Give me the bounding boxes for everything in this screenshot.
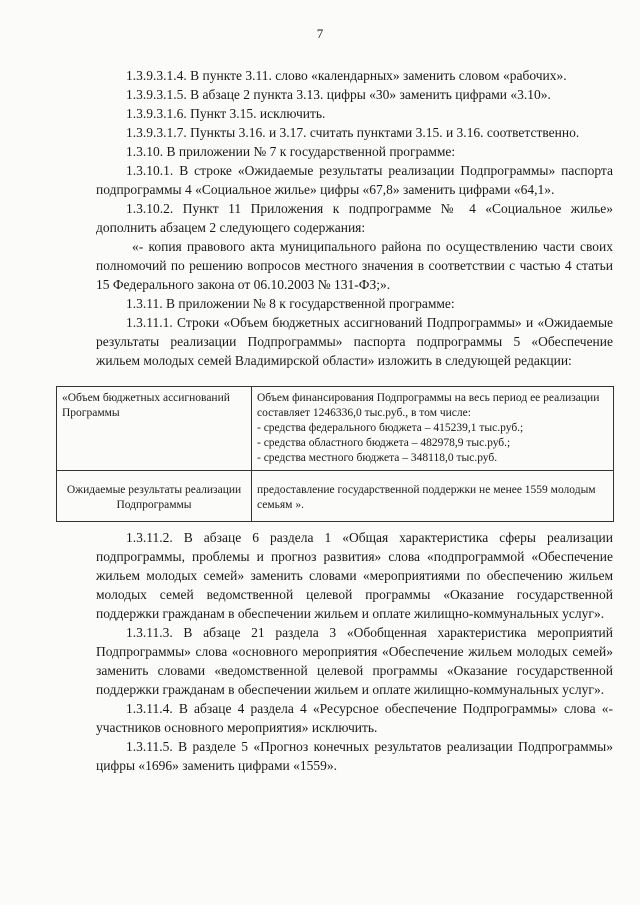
paragraph-1-3-11-5: 1.3.11.5. В разделе 5 «Прогноз конечных результатов реализации Подпрограммы» цифры «1696» заменить цифрами «1559».	[96, 739, 613, 773]
paragraph-1-3-9-3-1-7: 1.3.9.3.1.7. Пункты 3.16. и 3.17. считать пунктами 3.15. и 3.16. соответственно.	[126, 125, 580, 140]
table-row	[57, 471, 614, 522]
table-row	[57, 387, 614, 471]
paragraph-1-3-10: 1.3.10. В приложении № 7 к государственной программе:	[126, 144, 456, 159]
paragraph-1-3-11-2: 1.3.11.2. В абзаце 6 раздела 1 «Общая характеристика сферы реализации подпрограммы, проблемы и прогноз развития» слова «подпрограммой «Обеспечение жильем молодых семей» заменить словами «мероприятиями по обеспечению жильем молодых семей ведомственной целевой программы «Оказание государственной поддержки гражданам в обеспечении жильем и оплате жилищно-коммунальных услуг».	[96, 530, 613, 621]
funding-regional: - средства областного бюджета – 482978,9 тыс.руб.;	[257, 437, 511, 449]
quoted-paragraph: «- копия правового акта муниципального района по осуществлению части своих полномочий по решению вопросов местного значения в соответствии с частью 4 статьи 15 Федерального закона от 06.10.2003 № 131-ФЗ;».	[96, 239, 613, 292]
funding-federal: - средства федерального бюджета – 415239,1 тыс.руб.;	[257, 422, 524, 434]
paragraph-1-3-11-3: 1.3.11.3. В абзаце 21 раздела 3 «Обобщенная характеристика мероприятий Подпрограммы» слова «основного мероприятия «Обеспечение жильем молодых семей» заменить словами «ведомственной целевой программы «Оказание государственной поддержки гражданам в обеспечении жильем и оплате жилищно-коммунальных услуг».	[96, 625, 613, 697]
paragraph-1-3-11: 1.3.11. В приложении № 8 к государственной программе:	[126, 296, 455, 311]
page-number: 7	[316, 26, 324, 41]
table-cell-value	[252, 387, 614, 471]
funding-local: - средства местного бюджета – 348118,0 тыс.руб.	[257, 452, 498, 464]
paragraph-1-3-10-2: 1.3.10.2. Пункт 11 Приложения к подпрограмме № 4 «Социальное жилье» дополнить абзацем 2 следующего содержания:	[96, 201, 613, 235]
paragraph-1-3-11-1: 1.3.11.1. Строки «Объем бюджетных ассигнований Подпрограммы» и «Ожидаемые результаты реализации Подпрограммы» паспорта подпрограммы 5 «Обеспечение жильем молодых семей Владимирской области» изложить в следующей редакции:	[96, 315, 613, 368]
funding-total: Объем финансирования Подпрограммы на весь период ее реализации составляет 1246336,0 тыс.руб., в том числе:	[257, 392, 600, 419]
paragraph-1-3-9-3-1-4: 1.3.9.3.1.4. В пункте 3.11. слово «календарных» заменить словом «рабочих».	[126, 68, 567, 83]
paragraph-1-3-10-1: 1.3.10.1. В строке «Ожидаемые результаты реализации Подпрограммы» паспорта подпрограммы 4 «Социальное жилье» цифры «67,8» заменить цифрами «64,1».	[96, 163, 613, 197]
document-body	[62, 66, 613, 775]
paragraph-1-3-9-3-1-6: 1.3.9.3.1.6. Пункт 3.15. исключить.	[126, 106, 326, 121]
table-cell-label: Ожидаемые результаты реализации Подпрограммы	[57, 471, 252, 522]
paragraph-1-3-11-4: 1.3.11.4. В абзаце 4 раздела 4 «Ресурсное обеспечение Подпрограммы» слова «- участников основного мероприятия» исключить.	[96, 701, 613, 735]
table-cell-label: «Объем бюджетных ассигнований Программы	[57, 387, 252, 471]
table-cell-value: предоставление государственной поддержки не менее 1559 молодым семьям ».	[252, 471, 614, 522]
paragraph-1-3-9-3-1-5: 1.3.9.3.1.5. В абзаце 2 пункта 3.13. цифры «30» заменить цифрами «3.10».	[126, 87, 551, 102]
passport-table	[56, 386, 614, 522]
